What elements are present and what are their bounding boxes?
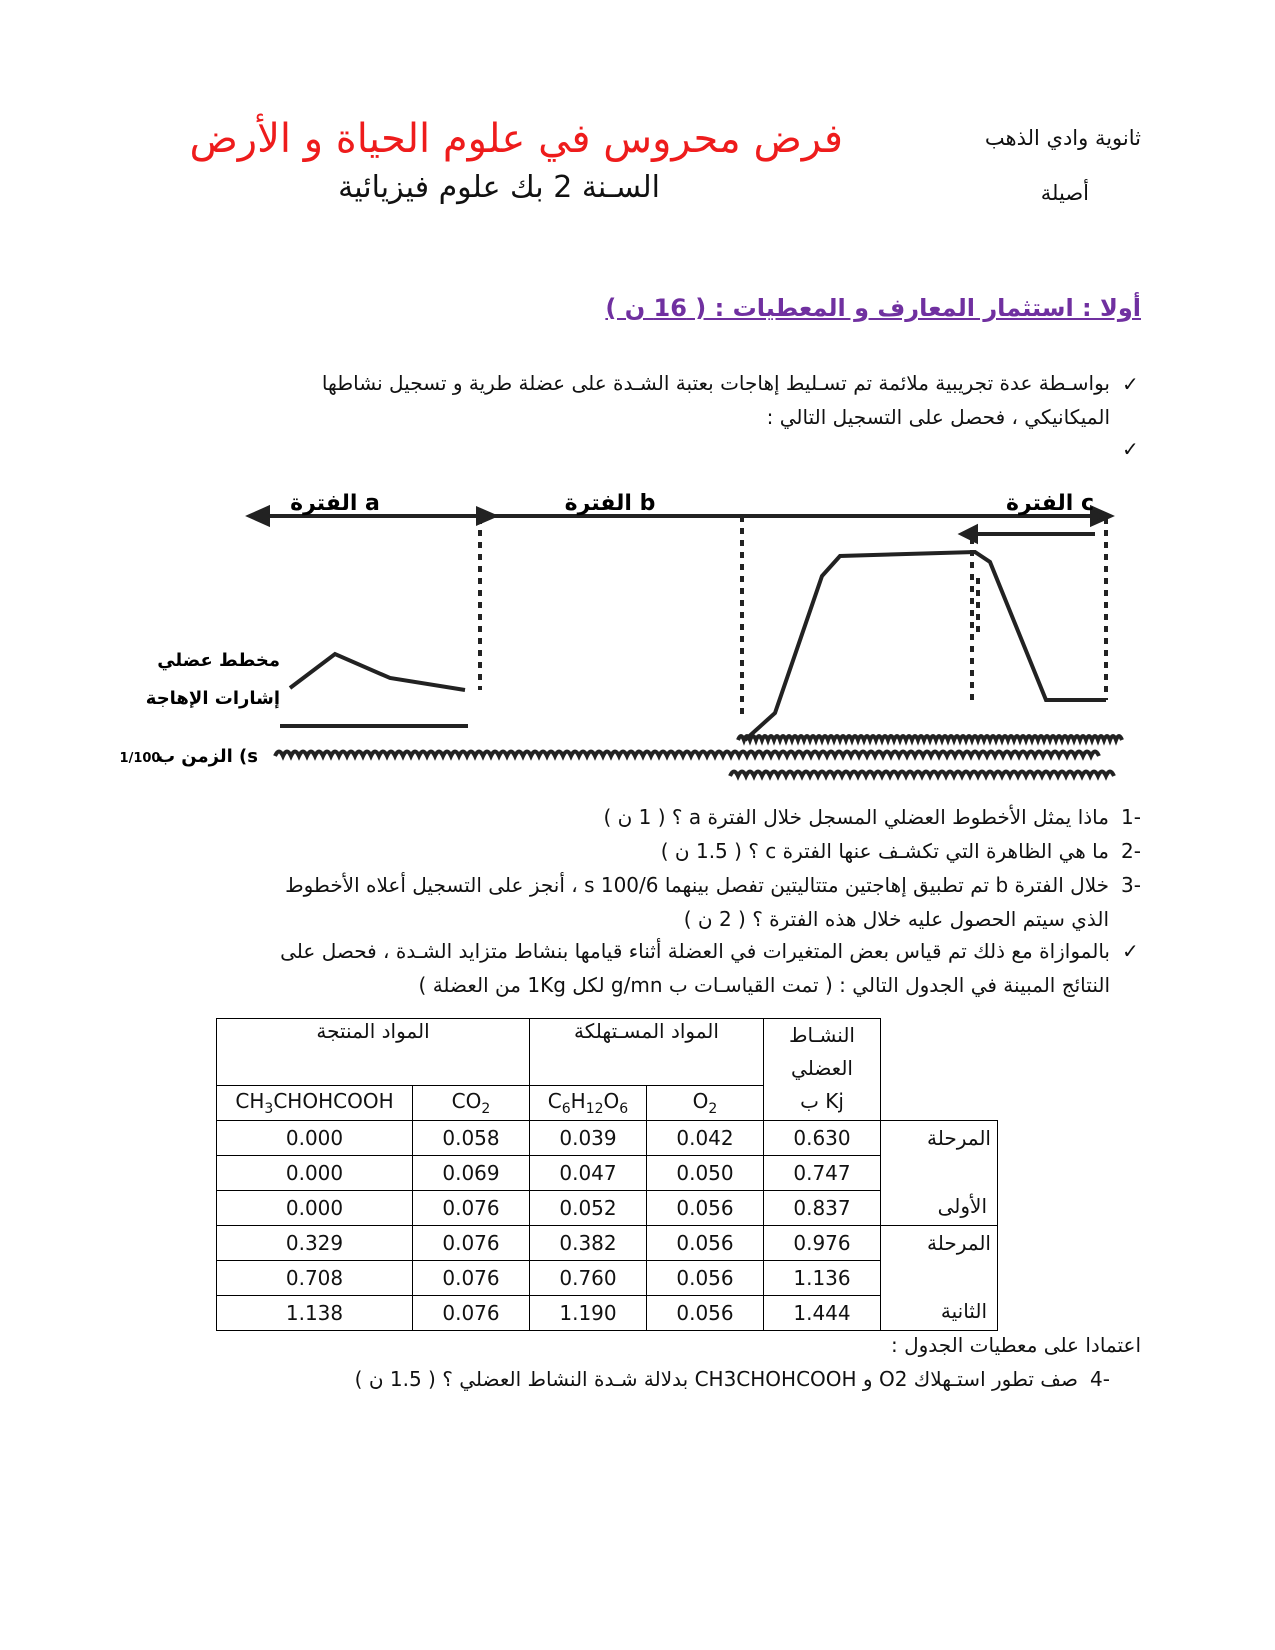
arrow-left-head [250, 508, 268, 524]
questions-list [81, 800, 1141, 936]
header-activity-line-3: ب Kj [800, 1089, 844, 1113]
table-row [217, 1121, 998, 1156]
col-lactic: $CH_3CHOHCOOH$ [217, 1086, 413, 1121]
phase-2-label [881, 1226, 998, 1331]
cell-activity: 0.837 [764, 1191, 881, 1226]
myogram-twitch-a [290, 654, 465, 690]
bullet2-line-2: النتائج المبينة في الجدول التالي : ( تمت القياسـات ب g/mn لكل 1Kg من العضلة ) [418, 973, 1110, 997]
school-name: ثانوية وادي الذهب [984, 126, 1141, 150]
table-lead-text: اعتمادا على معطيات الجدول : [890, 1333, 1141, 1357]
cell-activity: 0.630 [764, 1121, 881, 1156]
cell-glucose: 1.190 [530, 1296, 647, 1331]
cell-glucose: 0.039 [530, 1121, 647, 1156]
intro-line-2: الميكانيكي ، فحصل على التسجيل التالي : [766, 405, 1110, 429]
label-time-unit: 1/100 [119, 751, 161, 766]
header-activity-line-1: النشـاط [789, 1023, 855, 1047]
cell-activity: 0.747 [764, 1156, 881, 1191]
page-subtitle: السـنة 2 بك علوم فيزيائية [338, 170, 660, 205]
cell-activity: 1.136 [764, 1261, 881, 1296]
phase-2-label-line-1: المرحلة [927, 1231, 991, 1255]
cell-co2: 0.076 [413, 1296, 530, 1331]
bullet2-line-1: بالموازاة مع ذلك تم قياس بعض المتغيرات في العضلة أثناء قيامها بنشاط متزايد الشـدة ، فحصل على [280, 939, 1110, 963]
cell-lactic: 0.329 [217, 1226, 413, 1261]
time-line-c [730, 772, 1114, 777]
cell-o2: 0.056 [647, 1226, 764, 1261]
cell-o2: 0.056 [647, 1191, 764, 1226]
phase-1-label [881, 1121, 998, 1226]
cell-lactic: 0.708 [217, 1261, 413, 1296]
header-activity [764, 1019, 881, 1121]
cell-glucose: 0.760 [530, 1261, 647, 1296]
question-3-continuation: الذي سيتم الحصول عليه خلال هذه الفترة ؟ ( 2 ن ) [683, 907, 1109, 931]
question-number: -4 [1090, 1367, 1110, 1391]
time-line [275, 752, 1099, 757]
question-1 [81, 800, 1141, 834]
data-table [216, 1018, 998, 1331]
cell-o2: 0.050 [647, 1156, 764, 1191]
header-products: المواد المنتجة [217, 1019, 530, 1086]
cell-lactic: 0.000 [217, 1121, 413, 1156]
header-consumed: المواد المسـتهلكة [530, 1019, 764, 1086]
question-number: -3 [1121, 873, 1141, 897]
label-time: الزمن ب (s [156, 746, 258, 767]
cell-co2: 0.058 [413, 1121, 530, 1156]
section-heading: أولا : استثمار المعارف و المعطيات : ( 16 ن ) [605, 294, 1141, 322]
label-period-c: الفترة c [1006, 491, 1094, 516]
label-period-a: الفترة a [290, 491, 380, 516]
col-o2: $O_2$ [647, 1086, 764, 1121]
phase-1-label-line-2: الأولى [937, 1194, 987, 1218]
cell-co2: 0.076 [413, 1261, 530, 1296]
cell-o2: 0.056 [647, 1296, 764, 1331]
label-stimuli: إشارات الإهاجة [145, 688, 280, 709]
table-row [217, 1226, 998, 1261]
cell-glucose: 0.052 [530, 1191, 647, 1226]
header-activity-line-2: العضلي [791, 1056, 853, 1080]
check-icon: ✓ [1122, 939, 1139, 963]
label-myogram: مخطط عضلي [157, 650, 280, 671]
check-icon: ✓ [1122, 372, 1139, 396]
cell-co2: 0.076 [413, 1191, 530, 1226]
cell-co2: 0.069 [413, 1156, 530, 1191]
label-period-b: الفترة b [564, 491, 656, 516]
page-title: فرض محروس في علوم الحياة و الأرض [189, 116, 843, 162]
cell-lactic: 0.000 [217, 1191, 413, 1226]
cell-o2: 0.042 [647, 1121, 764, 1156]
bullet2-paragraph [50, 934, 1110, 1002]
question-text: ما هي الظاهرة التي تكشـف عنها الفترة c ؟ ( 1.5 ن ) [660, 839, 1109, 863]
question-text: صف تطور استـهلاك O2 و CH3CHOHCOOH بدلالة شـدة النشاط العضلي ؟ ( 1.5 ن ) [354, 1367, 1078, 1391]
cell-co2: 0.076 [413, 1226, 530, 1261]
cell-o2: 0.056 [647, 1261, 764, 1296]
col-co2: $CO_2$ [413, 1086, 530, 1121]
school-branch: أصيلة [1040, 181, 1089, 205]
question-2 [81, 834, 1141, 868]
cell-glucose: 0.047 [530, 1156, 647, 1191]
question-text: خلال الفترة b تم تطبيق إهاجتين متتاليتين تفصل بينهما s 100/6 ، أنجز على التسجيل أعلاه الأخطوط [285, 873, 1109, 897]
phase-1-label-line-1: المرحلة [927, 1126, 991, 1150]
cell-lactic: 1.138 [217, 1296, 413, 1331]
cell-glucose: 0.382 [530, 1226, 647, 1261]
intro-line-1: بواسـطة عدة تجريبية ملائمة تم تسـليط إهاجات بعتبة الشـدة على عضلة طرية و تسجيل نشاطها [321, 371, 1110, 395]
check-icon: ✓ [1122, 437, 1139, 461]
intro-paragraph [110, 366, 1110, 434]
cell-activity: 1.444 [764, 1296, 881, 1331]
question-3 [81, 868, 1141, 902]
myogram-tetanus-c [745, 552, 1106, 740]
col-glucose: $C_6H_{12}O_6$ [530, 1086, 647, 1121]
header-empty [881, 1019, 998, 1121]
cell-lactic: 0.000 [217, 1156, 413, 1191]
question-4 [110, 1362, 1110, 1396]
cell-activity: 0.976 [764, 1226, 881, 1261]
myogram-figure [110, 478, 1160, 808]
question-text: ماذا يمثل الأخطوط العضلي المسجل خلال الفترة a ؟ ( 1 ن ) [603, 805, 1109, 829]
question-number: -2 [1121, 839, 1141, 863]
question-number: -1 [1121, 805, 1141, 829]
stimuli-train-c [738, 736, 1122, 740]
phase-2-label-line-2: الثانية [940, 1299, 987, 1323]
